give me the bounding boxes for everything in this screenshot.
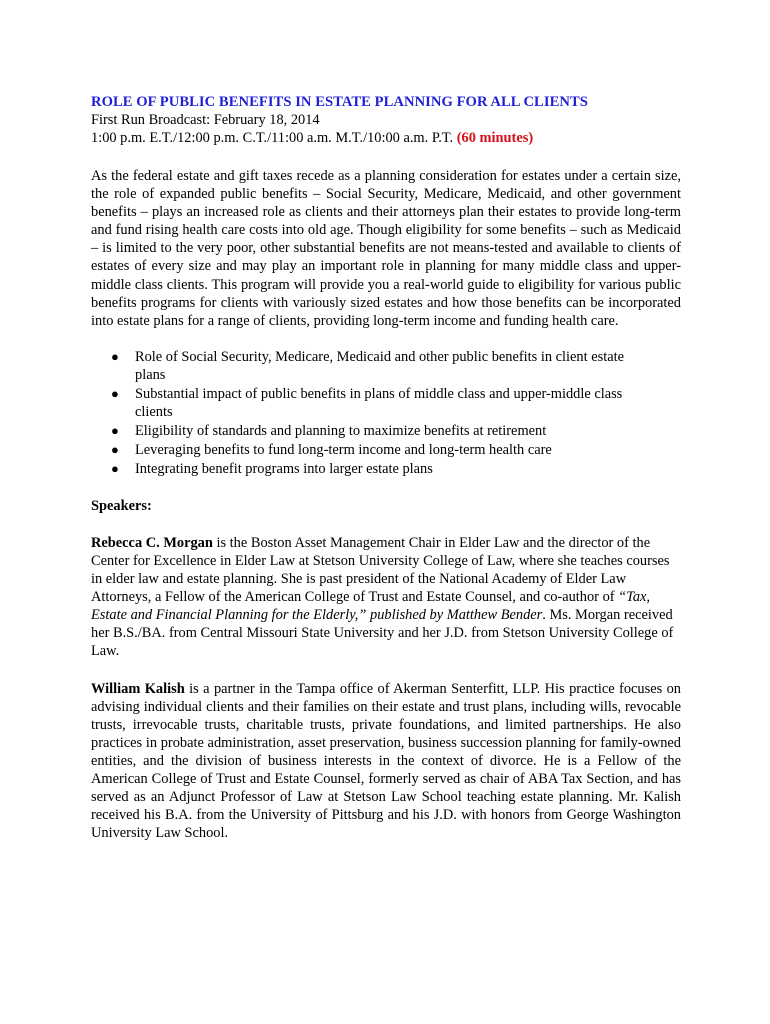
topic-text: Eligibility of standards and planning to maximize benefits at retirement [135,422,547,439]
topic-item [111,422,655,440]
broadcast-date: First Run Broadcast: February 18, 2014 [91,112,320,128]
bullet-icon: ● [111,441,119,457]
topic-text: Integrating benefit programs into larger estate plans [135,460,433,477]
speakers-heading: Speakers: [91,497,152,514]
book-title: “Tax, Estate and Financial Planning for the Elderly,” published by Matthew Bender [91,589,651,624]
speaker-bio-morgan [91,534,681,661]
topic-text: Substantial impact of public benefits in plans of middle class and upper-middle class clients [135,385,623,420]
topic-item [111,385,655,421]
program-description: As the federal estate and gift taxes recede as a planning consideration for estates under a certain size, the role of expanded public benefits – Social Security, Medicare, Medicaid, and other government benefits – plays an increased role as clients and their attorneys plan their estates to provide long-term and fund rising health care costs into old age. Though eligibility for some benefits – such as Medicaid – is limited to the very poor, other substantial benefits are not means-tested and available to clients of estates of every size and may play an important role in planning for many middle class and upper-middle class clients. This program will provide you a real-world guide to eligibility for various public benefits programs for clients with variously sized estates and how those benefits can be incorporated into estate plans for a range of clients, providing long-term income and funding health care. [91,168,681,329]
speaker-name: Rebecca C. Morgan [91,534,213,551]
speaker-bio-text: is a partner in the Tampa office of Akerman Senterfitt, LLP. His practice focuses on advising individual clients and their families on their estate and trust plans, including wills, revocable trusts, irrevocable trusts, charitable trusts, private foundations, and limited partnerships. He also practices in probate administration, asset preservation, business succession planning for family-owned entities, and the division of business interests in the context of divorce. He is a Fellow of the American College of Trust and Estate Counsel, formerly served as chair of ABA Tax Section, and has served as an Adjunct Professor of Law at Stetson Law School teaching estate planning. Mr. Kalish received his B.A. from the University of Pittsburg and his J.D. with honors from George Washington University Law School. [91,680,681,842]
bullet-icon: ● [111,460,119,476]
topic-item [111,460,655,478]
duration-label: (60 minutes) [456,130,534,146]
document-page [91,93,681,842]
speaker-bio-kalish [91,680,681,843]
speaker-bio-text: . Ms. Morgan received her B.S./BA. from Central Missouri State University and her J.D. from Stetson University College of Law. [91,607,674,660]
topic-item [111,441,655,459]
speaker-name: William Kalish [91,680,185,697]
speaker-bio-text: is the Boston Asset Management Chair in Elder Law and the director of the Center for Excellence in Elder Law at Stetson University College of Law, where she teaches courses in elder law and estate planning. She is past president of the National Academy of Elder Law Attorneys, a Fellow of the American College of Trust and Estate Counsel, and co-author of [91,534,670,606]
topic-list [91,348,655,478]
document-title: ROLE OF PUBLIC BENEFITS IN ESTATE PLANNING FOR ALL CLIENTS [91,94,588,110]
topic-text: Leveraging benefits to fund long-term income and long-term health care [135,441,552,458]
bullet-icon: ● [111,385,119,401]
broadcast-times [91,129,681,147]
bullet-icon: ● [111,348,119,364]
time-zones: 1:00 p.m. E.T./12:00 p.m. C.T./11:00 a.m. M.T./10:00 a.m. P.T. [91,130,454,146]
topic-item [111,348,655,384]
bullet-icon: ● [111,422,119,438]
topic-text: Role of Social Security, Medicare, Medicaid and other public benefits in client estate plans [135,348,624,383]
